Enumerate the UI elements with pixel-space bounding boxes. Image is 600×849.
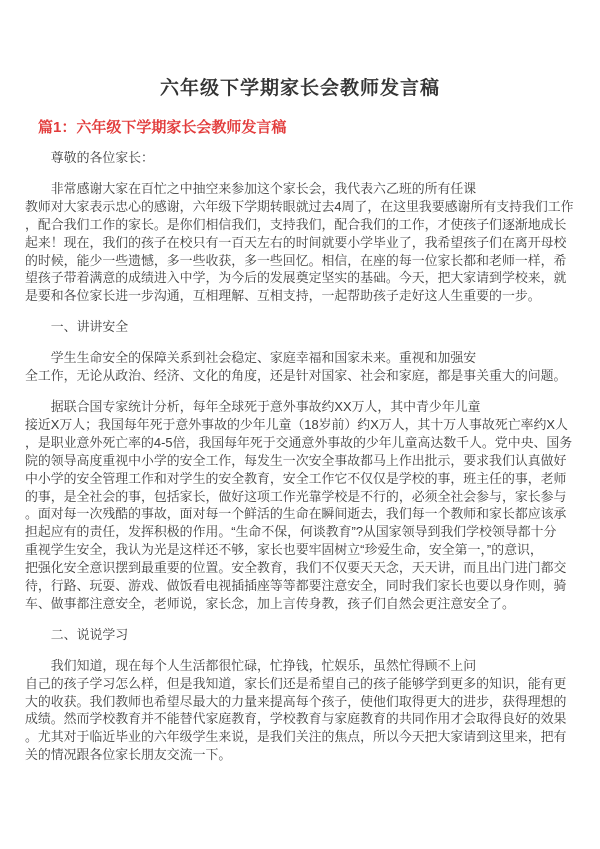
document-title: 六年级下学期家长会教师发言稿: [159, 78, 440, 99]
article-body: [25, 149, 575, 764]
salutation: 尊敬的各位家长：: [50, 150, 154, 165]
subheading: 一、讲讲安全: [50, 319, 129, 335]
paragraph: 学生生命安全的保障关系到社会稳定、家庭幸福和国家未来。重视和加强安 全工作，无论从政治、经济、文化的角度，还是针对国家、社会和家庭，都是事关重大的问题。: [25, 350, 567, 384]
subheading: 二、说说学习: [50, 626, 129, 642]
paragraph: 非常感谢大家在百忙之中抽空来参加这个家长会，我代表六乙班的所有任课 教师对大家表示忠心的感谢，六年级下学期转眼就过去4周了，在这里我要感谢所有支持我们工作 ，配合我们工作的家长。是你们相信我们，支持我们，配合我们的工作，才使孩子们逐渐地成长 起来！现在，我们的孩子在校只有一百天左右的时间就要小学毕业了，我希望孩子们在离开母校 的时候，能少一些遗憾，多一些收获，多一些回忆。相信，在座的每一位家长都和老师一样，希 望孩子带着满意的成绩进入中学，为今后的发展奠定坚实的基础。今天，把大家请到学校来，就 是要和各位家长进一步沟通，互相理解、互相支持，一起帮助孩子走好这人生重要的一步。: [25, 180, 574, 304]
paragraph: 据联合国专家统计分析，每年全球死于意外事故约XX万人，其中青少年儿童 接近X万人；我国每年死于意外事故的少年儿童（18岁前）约X万人，其十万人事故死亡率约X人 ，是职业意外死亡率的4-5倍，我国每年死于交通意外事故的少年儿童高达数千人。党中央、国务 院的领导高度重视中小学的安全工作，每发生一次安全事故都马上作出批示，要求我们认真做好 中小学的安全管理工作和对学生的安全教育，安全工作它不仅仅是学校的事，班主任的事，老师 的事，是全社会的事，包括家长，做好这项工作光靠学校是不行的，必须全社会参与，家长参与 。面对每一次残酷的事故，面对每一个鲜活的生命在瞬间逝去，我们每一个教师和家长都应该承 担起应有的责任，发挥积极的作用。“生命不保，何谈教育”?从国家领导到我们学校领导都十分 重视学生安全，我认为光是这样还不够，家长也要牢固树立“珍爱生命，安全第一，”的意识， 把强化安全意识摆到最重要的位置。安全教育，我们不仅要天天念，天天讲，而且出门进门都交 待，行路、玩耍、游戏、做饭看电视插插座等等都要注意安全，同时我们家长也要以身作则，骑 车、做事都注意安全，老师说，家长念，加上言传身教，孩子们自然会更注意安全了。: [25, 398, 573, 611]
article-heading: 篇1：六年级下学期家长会教师发言稿: [38, 119, 287, 136]
paragraph: 我们知道，现在每个人生活都很忙碌，忙挣钱，忙娱乐，虽然忙得顾不上问 自己的孩子学习怎么样，但是我知道，家长们还是希望自己的孩子能够学到更多的知识，能有更 大的收获。我们教师也希望尽最大的力量来提高每个孩子，使他们取得更大的进步，获得理想的 成绩。然而学校教育并不能替代家庭教育，学校教育与家庭教育的共同作用才会取得良好的效果 。尤其对于临近毕业的六年级学生来说，是我们关注的焦点，所以今天把大家请到这里来，把有 关的情况跟各位家长朋友交流一下。: [25, 657, 567, 763]
